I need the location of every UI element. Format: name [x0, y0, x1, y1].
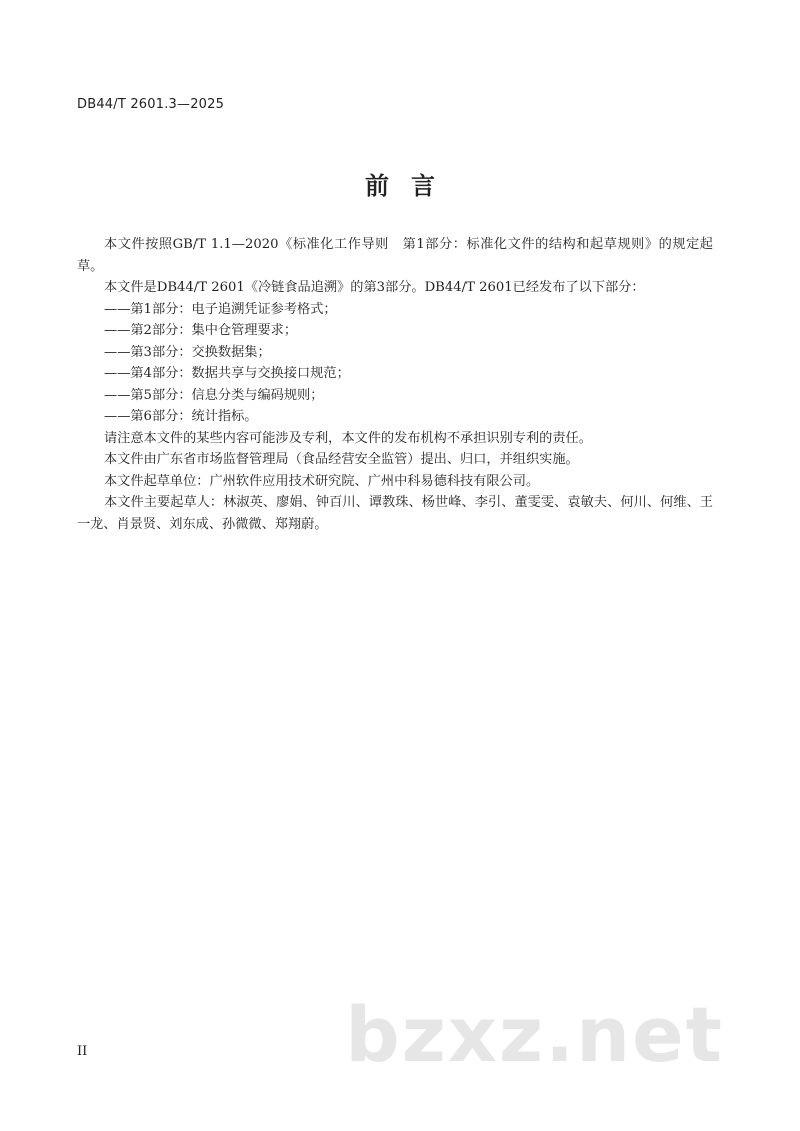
paragraph-drafters: 本文件主要起草人：林淑英、廖娟、钟百川、谭教珠、杨世峰、李引、董雯雯、袁敏夫、何川、何维、王一龙、肖景贤、刘东成、孙微微、郑翔蔚。 — [77, 495, 713, 532]
list-item: ——第2部分：集中仓管理要求； — [104, 323, 298, 338]
document-code: DB44/T 2601.3—2025 — [77, 97, 225, 112]
list-item: ——第4部分：数据共享与交换接口规范； — [104, 366, 350, 381]
paragraph-patent-notice: 请注意本文件的某些内容可能涉及专利，本文件的发布机构不承担识别专利的责任。 — [104, 430, 592, 446]
list-item: ——第1部分：电子追溯凭证参考格式； — [104, 301, 337, 317]
page-number: II — [77, 1044, 88, 1059]
paragraph-drafting-basis: 本文件按照GB/T 1.1—2020《标准化工作导则 第1部分：标准化文件的结构和起草规则》的规定起草。 — [77, 237, 713, 274]
list-item: ——第6部分：统计指标。 — [104, 409, 258, 424]
page-title: 前言 — [365, 172, 457, 200]
list-item: ——第5部分：信息分类与编码规则； — [104, 387, 324, 403]
watermark-logo: bzxz.net — [345, 990, 724, 1079]
paragraph-series-intro: 本文件是DB44/T 2601《冷链食品追溯》的第3部分。DB44/T 2601已经发布了以下部分： — [104, 280, 645, 295]
paragraph-proposer: 本文件由广东省市场监督管理局（食品经营安全监管）提出、归口，并组织实施。 — [104, 452, 579, 467]
foreword-body — [77, 234, 713, 535]
paragraph-drafting-units: 本文件起草单位：广州软件应用技术研究院、广州中科易德科技有限公司。 — [104, 473, 540, 489]
list-item: ——第3部分：交换数据集； — [104, 344, 271, 360]
